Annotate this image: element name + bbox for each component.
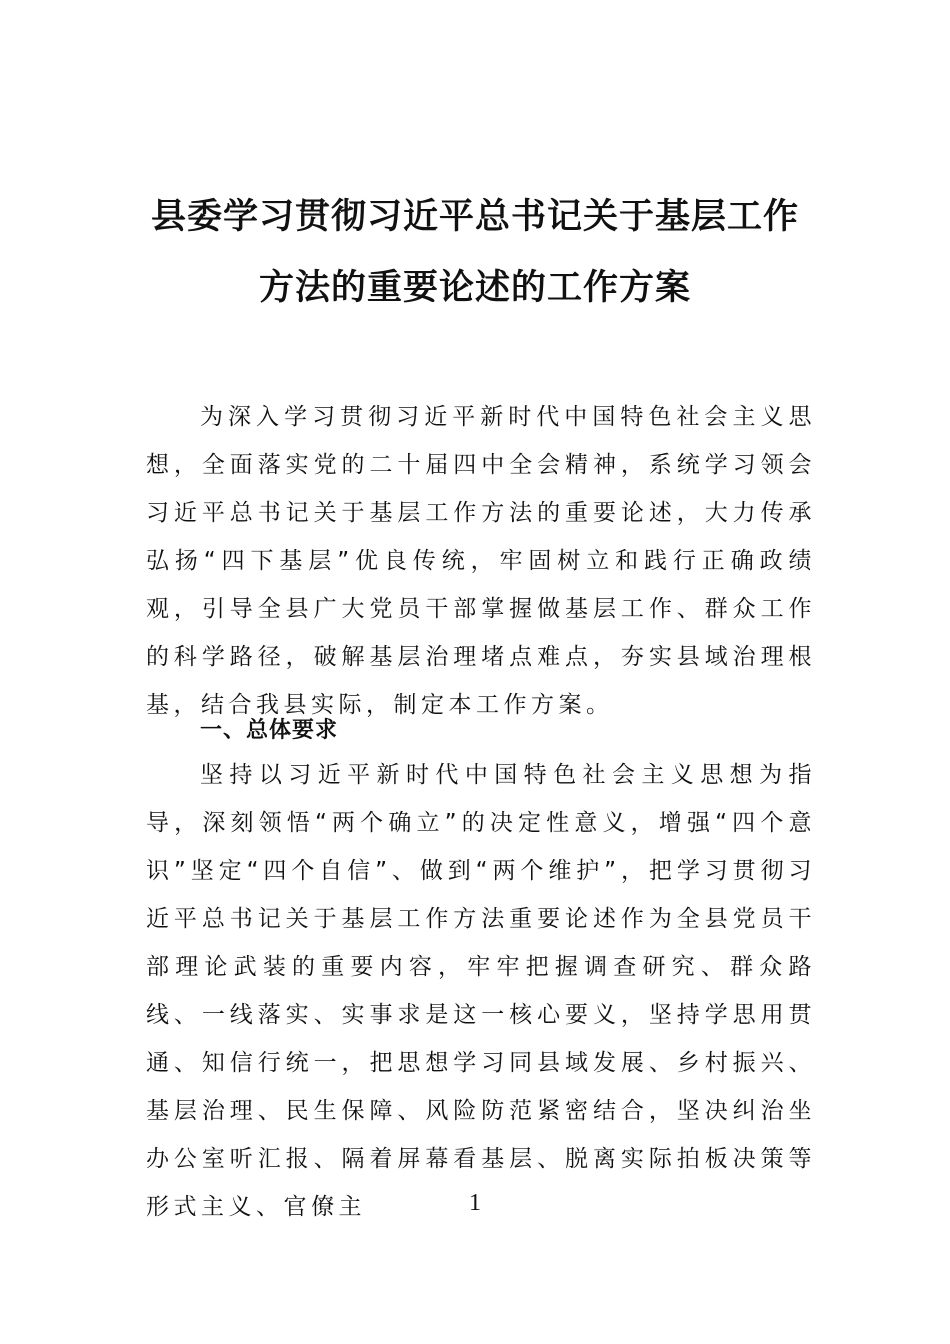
general-requirements-paragraph: 坚持以习近平新时代中国特色社会主义思想为指导，深刻领悟“两个确立”的决定性意义，增强“四个意识”坚定“四个自信”、做到“两个维护”，把学习贯彻习近平总书记关于基层工作方法重要论述作为全县党员干部理论武装的重要内容，牢牢把握调查研究、群众路线、一线落实、实事求是这一核心要义，坚持学思用贯通、知信行统一，把思想学习同县域发展、乡村振兴、基层治理、民生保障、风险防范紧密结合，坚决纠治坐办公室听汇报、隔着屏幕看基层、脱离实际拍板决策等形式主义、官僚主 [146, 762, 816, 1220]
section-heading-general-requirements: 一、总体要求 [200, 718, 339, 743]
document-title-line-2: 方法的重要论述的工作方案 [258, 267, 691, 308]
document-title-line-1: 县委学习贯彻习近平总书记关于基层工作 [150, 196, 799, 237]
page-number: 1 [469, 1190, 481, 1216]
intro-paragraph: 为深入学习贯彻习近平新时代中国特色社会主义思想，全面落实党的二十届四中全会精神，系统学习领会习近平总书记关于基层工作方法的重要论述，大力传承弘扬“四下基层”优良传统，牢固树立和践行正确政绩观，引导全县广大党员干部掌握做基层工作、群众工作的科学路径，破解基层治理堵点难点，夯实县域治理根基，结合我县实际，制定本工作方案。 [146, 404, 816, 718]
